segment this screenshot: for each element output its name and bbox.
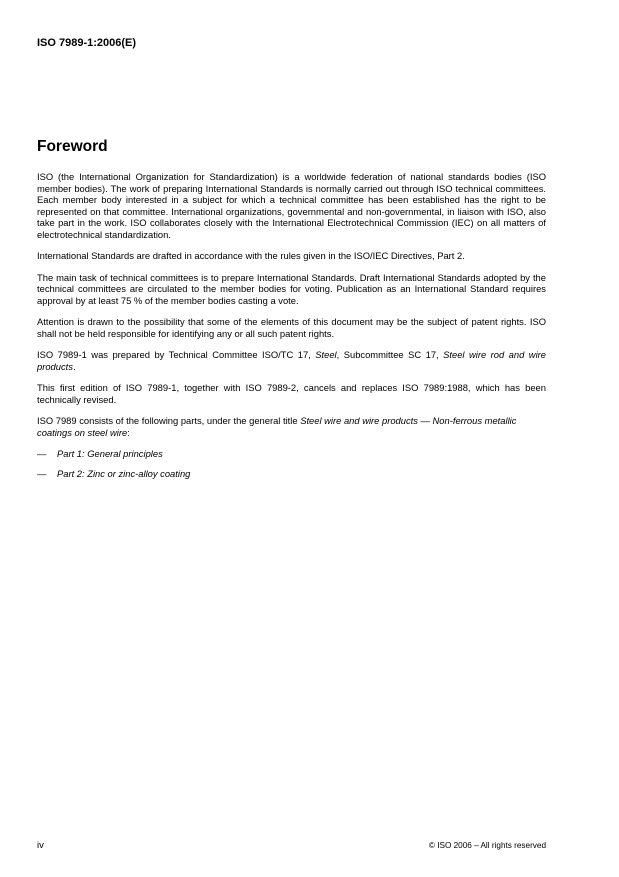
paragraph-patent-rights: Attention is drawn to the possibility that some of the elements of this document may be the subject of patent rights. ISO shall not be held responsible for identifying any or all such patent rights. bbox=[37, 316, 546, 339]
prepared-by-text: ISO 7989-1 was prepared by Technical Committee ISO/TC 17, bbox=[37, 349, 316, 361]
parts-intro-text: ISO 7989 consists of the following parts, under the general title bbox=[37, 415, 301, 427]
paragraph-directives: International Standards are drafted in accordance with the rules given in the ISO/IEC Directives, Part 2. bbox=[37, 250, 465, 262]
list-dash: — bbox=[37, 467, 47, 479]
committee-name: Steel bbox=[315, 349, 337, 361]
subcommittee-text: , Subcommittee SC 17, bbox=[336, 349, 444, 361]
general-title: Steel wire and wire products — Non-ferrous metallic coatings on steel wire bbox=[37, 415, 517, 438]
copyright-notice: © ISO 2006 – All rights reserved bbox=[428, 841, 546, 850]
parts-intro-end: : bbox=[127, 426, 130, 438]
page-title: Foreword bbox=[37, 138, 108, 155]
page-number: iv bbox=[37, 840, 44, 851]
document-identifier: ISO 7989-1:2006(E) bbox=[37, 37, 137, 49]
paragraph-edition: This first edition of ISO 7989-1, together with ISO 7989-2, cancels and replaces ISO 7989:1988, which has been technically revised. bbox=[37, 382, 546, 405]
list-item-part-2 bbox=[37, 468, 546, 480]
paragraph-prepared-by bbox=[37, 349, 546, 372]
part-1-title: Part 1: General principles bbox=[57, 448, 163, 460]
paragraph-committee-task: The main task of technical committees is to prepare International Standards. Draft International Standards adopted by the technical committees are circulated to the member bodies for voting. Publication as an International Standard requires approval by at least 75 % of the member bodies casting a vote. bbox=[37, 271, 546, 306]
foreword-body bbox=[37, 171, 546, 487]
part-2-title: Part 2: Zinc or zinc-alloy coating bbox=[57, 467, 191, 479]
prepared-by-end: . bbox=[72, 360, 76, 372]
list-dash: — bbox=[37, 448, 47, 460]
list-item-part-1 bbox=[37, 448, 546, 460]
paragraph-parts-intro bbox=[37, 415, 546, 438]
subcommittee-name: Steel wire rod and wire products bbox=[37, 349, 546, 372]
paragraph-iso-description: ISO (the International Organization for Standardization) is a worldwide federation of national standards bodies (ISO member bodies). The work of preparing International Standards is normally carried out through ISO technical committees. Each member body interested in a subject for which a technical committee has been established has the right to be represented on that committee. International organizations, governmental and non-governmental, in liaison with ISO, also take part in the work. ISO collaborates closely with the International Electrotechnical Commission (IEC) on all matters of electrotechnical standardization. bbox=[37, 171, 546, 240]
